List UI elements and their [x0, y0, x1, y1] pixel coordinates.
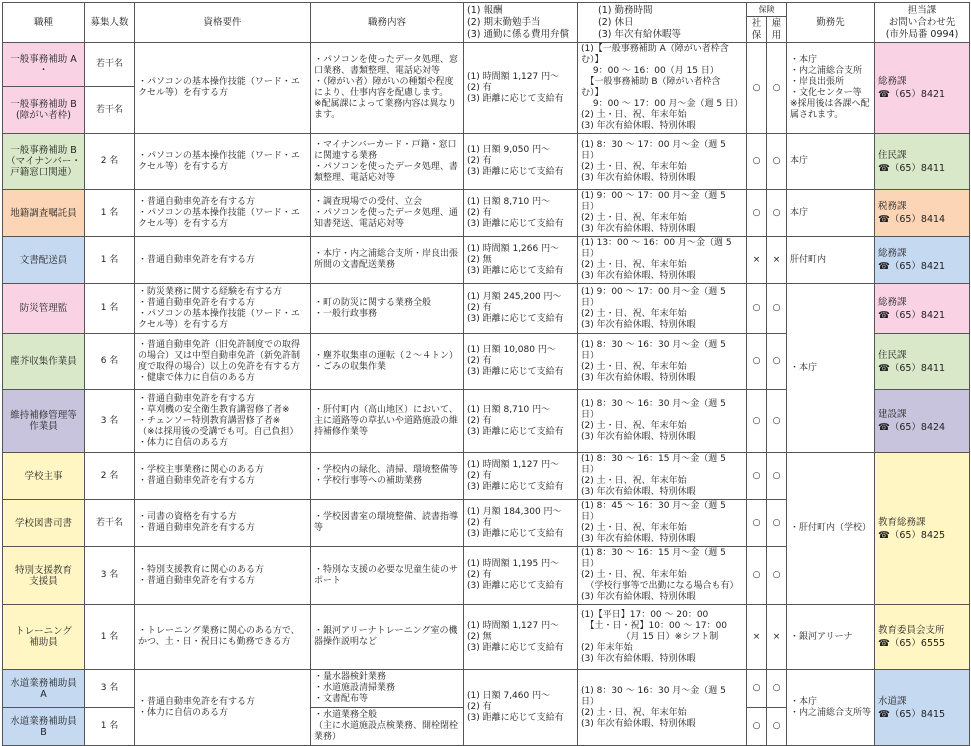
job-title: 文書配送員 [3, 237, 85, 284]
header-duties: 職務内容 [311, 3, 464, 43]
header-place: 勤務先 [787, 3, 875, 43]
shaho-mark: ○ [747, 500, 767, 547]
job-contact: 水道課 ☎（65）8415 [875, 670, 970, 746]
table-row [3, 190, 970, 237]
job-title: 維持補修管理等作業員 [3, 390, 85, 453]
job-count: 若干名 [85, 87, 135, 134]
koyo-mark: × [767, 237, 787, 284]
table-row [3, 237, 970, 284]
job-pay: (1) 時間額 1,127 円〜 (2) 有 (3) 距離に応じて支給有 [464, 43, 578, 134]
job-pay: (1) 時間額 1,195 円〜 (2) 有 (3) 距離に応じて支給有 [464, 547, 578, 605]
header-count: 募集人数 [85, 3, 135, 43]
shaho-mark: ○ [747, 390, 767, 453]
job-title: 一般事務補助 A ・ [3, 43, 85, 87]
job-contact: 総務課 ☎（65）8421 [875, 237, 970, 284]
shaho-mark: ○ [747, 190, 767, 237]
koyo-mark: ○ [767, 390, 787, 453]
job-place: 肝付町内 [787, 237, 875, 284]
job-duties: ・肝付町内（高山地区）において、主に道路等の草払いや道路施設の維持補修作業等 [311, 390, 464, 453]
shaho-mark: ○ [747, 453, 767, 500]
job-count: 6 名 [85, 334, 135, 390]
header-requirements: 資格要件 [135, 3, 311, 43]
job-title: 学校主事 [3, 453, 85, 500]
job-requirements: ・普通自動車免許を有する方 [135, 237, 311, 284]
shaho-mark: ○ [747, 334, 767, 390]
job-hours: (1) 8：30 〜 16：15 月〜金（週 5 日） (2) 土・日、祝、年末年始 （学校行事等で出勤になる場合も有） (3) 年次有給休暇、特別休暇 [578, 547, 747, 605]
job-duties: ・量水器検針業務 ・水道施設清掃業務 ・文書配布等 [311, 670, 464, 708]
job-hours: (1) 8：30 〜 16：30 月〜金（週 5 日） (2) 土・日、祝、年末年始 (3) 年次有給休暇、特別休暇 [578, 334, 747, 390]
header-koyo: 雇 用 [767, 17, 787, 43]
job-place: 本庁 [787, 190, 875, 237]
job-count: 1 名 [85, 708, 135, 746]
job-requirements: ・普通自動車免許（旧免許制度での取得の場合）又は中型自動車免許（新免許制度で取得の場合）以上の免許を有する方 ・健康で体力に自信のある方 [135, 334, 311, 390]
job-count: 3 名 [85, 390, 135, 453]
job-hours: (1) 8：30 〜 16：30 月〜金（週 5 日） (2) 土・日、祝、年末年始 (3) 年次有給休暇、特別休暇 [578, 390, 747, 453]
job-pay: (1) 時間額 1,127 円〜 (2) 無 (3) 距離に応じて支給有 [464, 605, 578, 670]
job-title: 特別支援教育 支援員 [3, 547, 85, 605]
job-duties: ・塵芥収集車の運転（２〜４トン） ・ごみの収集作業 [311, 334, 464, 390]
koyo-mark: ○ [767, 453, 787, 500]
header-pay: (1) 報酬 (2) 期末勤勉手当 (3) 通勤に係る費用弁償 [464, 3, 578, 43]
header-job: 職種 [3, 3, 85, 43]
job-place: ・本庁 [787, 284, 875, 453]
koyo-mark: ○ [767, 190, 787, 237]
job-pay: (1) 日額 8,710 円〜 (2) 有 (3) 距離に応じて支給有 [464, 190, 578, 237]
job-contact: 総務課 ☎（65）8421 [875, 43, 970, 134]
shaho-mark: ○ [747, 547, 767, 605]
job-count: 3 名 [85, 670, 135, 708]
job-requirements: ・学校主事業務に関心のある方 ・普通自動車免許を有する方 [135, 453, 311, 500]
job-hours: (1) 8：30 〜 16：15 月〜金（週 5 日） (2) 土・日、祝、年末年始 (3) 年次有給休暇、特別休暇 [578, 453, 747, 500]
job-contact: 建設課 ☎（65）8424 [875, 390, 970, 453]
shaho-mark: ○ [747, 284, 767, 334]
job-requirements: ・普通自動車免許を有する方 ・草刈機の安全衛生教育講習修了者※ ・チェンソー特別教育講習修了者※ （※は採用後の受講でも可。自己負担） ・体力に自信のある方 [135, 390, 311, 453]
koyo-mark: ○ [767, 670, 787, 708]
job-count: 1 名 [85, 284, 135, 334]
job-contact: 総務課 ☎（65）8421 [875, 284, 970, 334]
job-count: 1 名 [85, 190, 135, 237]
shaho-mark: ○ [747, 708, 767, 746]
job-contact: 教育委員会支所 ☎（65）6555 [875, 605, 970, 670]
koyo-mark: ○ [767, 334, 787, 390]
job-title: 地籍調査嘱託員 [3, 190, 85, 237]
job-hours: (1) 8：30 〜 16：30 月〜金（週 5 日） (2) 土・日、祝、年末年始 (3) 年次有給休暇、特別休暇 [578, 670, 747, 746]
job-listing-table [2, 2, 970, 746]
job-count: 1 名 [85, 605, 135, 670]
job-place: 本庁 [787, 134, 875, 190]
table-row [3, 605, 970, 670]
job-duties: ・調査現場での受付、立会 ・パソコンを使ったデータ処理、通知書発送、電話応対等 [311, 190, 464, 237]
job-pay: (1) 日額 10,080 円〜 (2) 有 (3) 距離に応じて支給有 [464, 334, 578, 390]
job-count: 若干名 [85, 43, 135, 87]
job-duties: ・特別な支援の必要な児童生徒のサポート [311, 547, 464, 605]
shaho-mark: × [747, 237, 767, 284]
job-contact: 住民課 ☎（65）8411 [875, 334, 970, 390]
job-duties: ・水道業務全般 （主に水道施設点検業務、開栓閉栓業務） [311, 708, 464, 746]
shaho-mark: ○ [747, 670, 767, 708]
job-title: 一般事務補助 B (障がい者枠) [3, 87, 85, 134]
job-count: 若干名 [85, 500, 135, 547]
job-pay: (1) 時間額 1,127 円〜 (2) 有 (3) 距離に応じて支給有 [464, 453, 578, 500]
job-requirements: ・防災業務に関する経験を有する方 ・普通自動車免許を有する方 ・パソコンの基本操作技能（ワード・エクセル等）を有する方 [135, 284, 311, 334]
shaho-mark: ○ [747, 134, 767, 190]
job-duties: ・町の防災に関する業務全般 ・一般行政事務 [311, 284, 464, 334]
job-pay: (1) 日額 8,710 円〜 (2) 有 (3) 距離に応じて支給有 [464, 390, 578, 453]
job-requirements: ・特別支援教育に関心のある方 ・普通自動車免許を有する方 [135, 547, 311, 605]
job-place: ・肝付町内（学校） [787, 453, 875, 605]
job-title: 水道業務補助員 B [3, 708, 85, 746]
job-hours: (1) 9：00 〜 17：00 月〜金（週 5 日） (2) 土・日、祝、年末年始 (3) 年次有給休暇、特別休暇 [578, 190, 747, 237]
job-hours: (1) 8：30 〜 17：00 月〜金（週 5 日） (2) 土・日、祝、年末年始 (3) 年次有給休暇、特別休暇 [578, 134, 747, 190]
shaho-mark: × [747, 605, 767, 670]
job-requirements: ・トレーニング業務に関心のある方で、かつ、土・日・祝日にも勤務できる方 [135, 605, 311, 670]
job-count: 2 名 [85, 453, 135, 500]
job-title: 水道業務補助員 A [3, 670, 85, 708]
job-pay: (1) 月額 184,300 円〜 (2) 有 (3) 距離に応じて支給有 [464, 500, 578, 547]
job-duties: ・パソコンを使ったデータ処理、窓口業務、書類整理、電話応対等 ・（障がい者）障がいの種類や程度により、仕事内容を配慮します。 ※配属課によって業務内容は異なります。 [311, 43, 464, 134]
job-duties: ・銀河アリーナトレーニング室の機器操作説明など [311, 605, 464, 670]
job-duties: ・学校図書室の環境整備、読書指導等 [311, 500, 464, 547]
job-requirements: ・パソコンの基本操作技能（ワード・エクセル等）を有する方 [135, 134, 311, 190]
job-hours: (1)【一般事務補助 A（障がい者枠含む）】 9：00 〜 16：00（月 15 日） 【一般事務補助 B（障がい者枠含む）】 9：00 〜 17：00 月〜金（週 5 日） (2) 土・日、祝、年末年始 (3) 年次有給休暇、特別休暇 [578, 43, 747, 134]
table-row [3, 453, 970, 500]
job-requirements: ・司書の資格を有する方 ・普通自動車免許を有する方 [135, 500, 311, 547]
job-title: 一般事務補助 B （マイナンバー・ 戸籍窓口関連） [3, 134, 85, 190]
koyo-mark: ○ [767, 547, 787, 605]
job-hours: (1) 9：00 〜 17：00 月〜金（週 5 日） (2) 土・日、祝、年末年始 (3) 年次有給休暇、特別休暇 [578, 284, 747, 334]
table-row [3, 670, 970, 708]
job-pay: (1) 月額 245,200 円〜 (2) 有 (3) 距離に応じて支給有 [464, 284, 578, 334]
table-row [3, 284, 970, 334]
koyo-mark: ○ [767, 43, 787, 134]
job-requirements: ・普通自動車免許を有する方 ・体力に自信のある方 [135, 670, 311, 746]
job-place: ・本庁 ・内之浦総合支所等 [787, 670, 875, 746]
job-contact: 住民課 ☎（65）8411 [875, 134, 970, 190]
koyo-mark: ○ [767, 708, 787, 746]
job-hours: (1) 13：00 〜 16：00 月〜金（週 5 日） (2) 土・日、祝、年末年始 (3) 年次有給休暇、特別休暇 [578, 237, 747, 284]
job-title: トレーニング 補助員 [3, 605, 85, 670]
job-pay: (1) 日額 9,050 円〜 (2) 有 (3) 距離に応じて支給有 [464, 134, 578, 190]
header-shaho: 社 保 [747, 17, 767, 43]
job-title: 学校図書司書 [3, 500, 85, 547]
job-duties: ・マイナンバーカード・戸籍・窓口に関連する業務 ・パソコンを使ったデータ処理、書類整理、電話応対等 [311, 134, 464, 190]
shaho-mark: ○ [747, 43, 767, 134]
table-row [3, 134, 970, 190]
koyo-mark: ○ [767, 500, 787, 547]
job-duties: ・学校内の緑化、清掃、環境整備等 ・学校行事等への補助業務 [311, 453, 464, 500]
koyo-mark: ○ [767, 134, 787, 190]
koyo-mark: ○ [767, 284, 787, 334]
job-pay: (1) 日額 7,460 円〜 (2) 有 (3) 距離に応じて支給有 [464, 670, 578, 746]
job-count: 2 名 [85, 134, 135, 190]
koyo-mark: × [767, 605, 787, 670]
job-contact: 教育総務課 ☎（65）8425 [875, 453, 970, 605]
header-insurance: 保険 [747, 3, 787, 17]
job-requirements: ・普通自動車免許を有する方 ・パソコンの基本操作技能（ワード・エクセル等）を有する方 [135, 190, 311, 237]
job-place: ・銀河アリーナ [787, 605, 875, 670]
job-requirements: ・パソコンの基本操作技能（ワード・エクセル等）を有する方 [135, 43, 311, 134]
job-hours: (1)【平日】17：00 〜 20：00 【土・日・祝】10：00 〜 17：00 （月 15 日）※シフト制 (2) 年末年始 (3) 年次有給休暇、特別休暇 [578, 605, 747, 670]
job-count: 1 名 [85, 237, 135, 284]
job-pay: (1) 時間額 1,266 円〜 (2) 無 (3) 距離に応じて支給有 [464, 237, 578, 284]
job-duties: ・本庁・内之浦総合支所・岸良出張所間の文書配送業務 [311, 237, 464, 284]
job-contact: 税務課 ☎（65）8414 [875, 190, 970, 237]
header-contact: 担当課 お問い合わせ先 (市外局番 0994) [875, 3, 970, 43]
job-title: 塵芥収集作業員 [3, 334, 85, 390]
job-place: ・本庁 ・内之浦総合支所 ・岸良出張所 ・文化センター等 ※採用後は各課へ配属されます。 [787, 43, 875, 134]
table-row [3, 43, 970, 87]
job-hours: (1) 8：45 〜 16：30 月〜金（週 5 日） (2) 土・日、祝、年末年始 (3) 年次有給休暇、特別休暇 [578, 500, 747, 547]
header-hours: (1) 勤務時間 (2) 休日 (3) 年次有給休暇等 [578, 3, 747, 43]
job-count: 3 名 [85, 547, 135, 605]
job-title: 防災管理監 [3, 284, 85, 334]
